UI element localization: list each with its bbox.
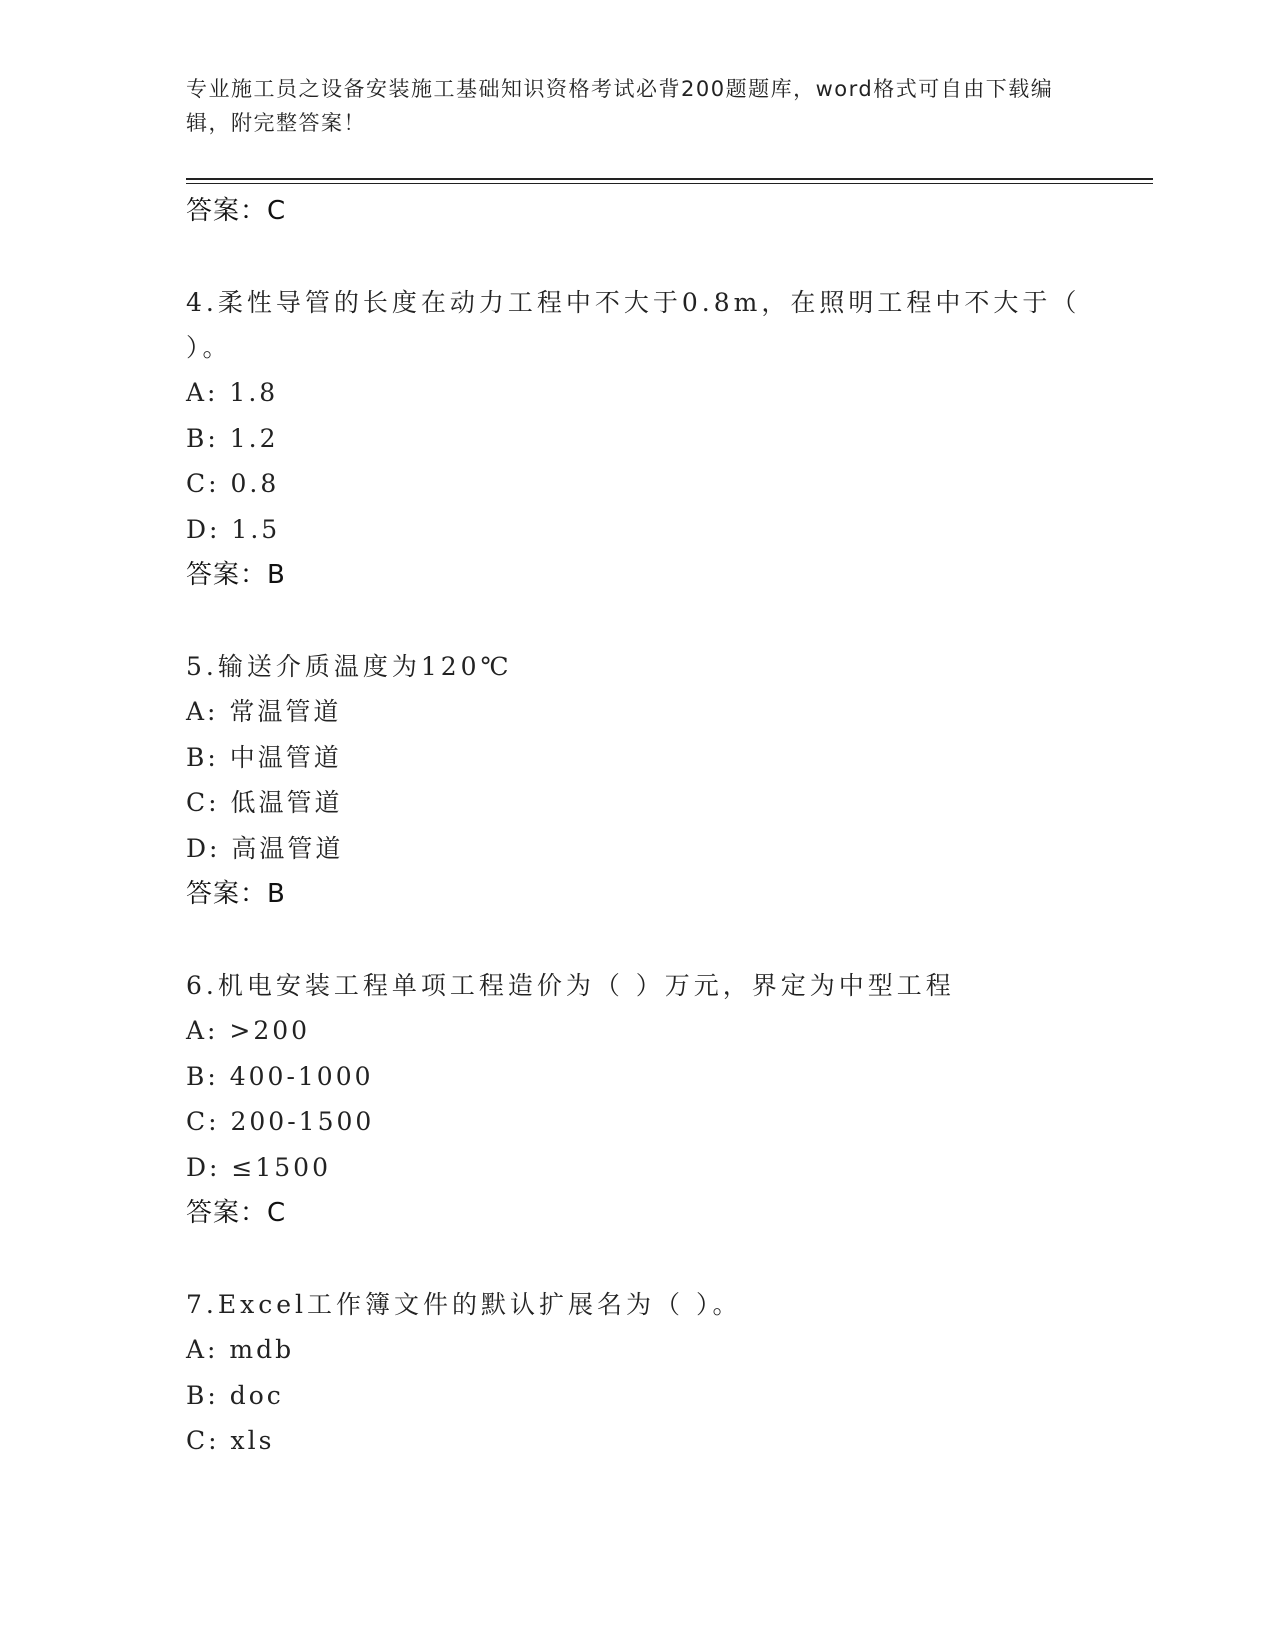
- answer-line: 答案：B: [186, 560, 286, 590]
- question-4: [186, 280, 1086, 598]
- question-text: 5.输送介质温度为120℃: [186, 652, 513, 681]
- question-6: [186, 963, 1086, 1236]
- option-b: B: 中温管道: [186, 742, 342, 772]
- answer-line: 答案：B: [186, 879, 286, 909]
- option-a: A: mdb: [186, 1335, 295, 1364]
- question-list: [186, 188, 1086, 1510]
- header-rule-thin: [186, 183, 1153, 184]
- question-text: 7.Excel工作簿文件的默认扩展名为（ ）。: [186, 1290, 742, 1319]
- option-a: A: 1.8: [186, 378, 279, 407]
- option-b: B: doc: [186, 1380, 284, 1410]
- option-c: C: 低温管道: [186, 788, 343, 817]
- header-rule-thick: [186, 178, 1153, 180]
- option-d: D: 高温管道: [186, 833, 344, 863]
- option-a: A: 常温管道: [186, 697, 342, 726]
- question-text: 6.机电安装工程单项工程造价为（ ）万元，界定为中型工程: [186, 971, 955, 1000]
- question-text: 4.柔性导管的长度在动力工程中不大于0.8m，在照明工程中不大于（ ）。: [186, 288, 1081, 362]
- option-b: B: 1.2: [186, 423, 279, 453]
- question-5: [186, 644, 1086, 917]
- answer-line-prev: 答案：C: [186, 196, 287, 226]
- option-c: C: xls: [186, 1426, 275, 1455]
- option-c: C: 200-1500: [186, 1107, 375, 1136]
- option-a: A: >200: [186, 1016, 311, 1045]
- option-d: D: 1.5: [186, 514, 281, 544]
- option-d: D: ≤1500: [186, 1152, 331, 1182]
- answer-line: 答案：C: [186, 1198, 287, 1228]
- page-header: 专业施工员之设备安装施工基础知识资格考试必背200题题库，word格式可自由下载编辑，附完整答案！: [186, 77, 1054, 135]
- option-b: B: 400-1000: [186, 1061, 374, 1091]
- question-7: [186, 1282, 1086, 1464]
- option-c: C: 0.8: [186, 469, 280, 498]
